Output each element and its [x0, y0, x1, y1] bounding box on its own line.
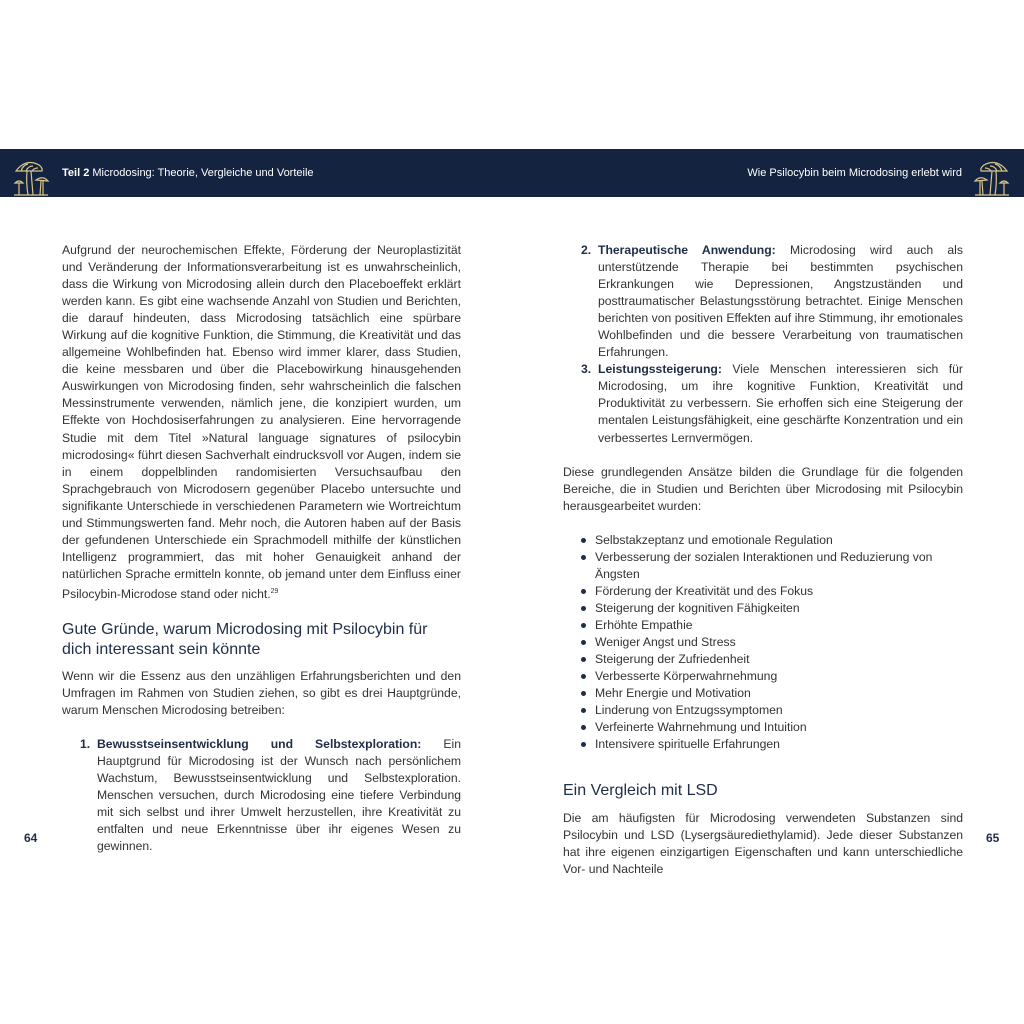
list-number: 1.: [80, 737, 91, 752]
list-item: Weniger Angst und Stress: [563, 634, 963, 651]
list-item: Verbesserte Körperwahrnehmung: [563, 668, 963, 685]
list-item: [563, 361, 963, 446]
list-term: Therapeutische Anwendung:: [598, 243, 776, 257]
list-item: Mehr Energie und Motivation: [563, 685, 963, 702]
section-title: Wie Psilocybin beim Microdosing erlebt wird: [747, 167, 962, 179]
part-label: Teil 2: [62, 167, 90, 179]
body-paragraph: Wenn wir die Essenz aus den unzähligen Erfahrungsberichten und den Umfragen im Rahmen von Studien ziehen, so gibt es drei Hauptgründe, warum Menschen Microdosing betreiben:: [62, 669, 461, 718]
list-number: 3.: [581, 362, 592, 377]
list-item: Verfeinerte Wahrnehmung und Intuition: [563, 719, 963, 736]
section-heading: Gute Gründe, warum Microdosing mit Psilocybin für dich interessant sein könnte: [62, 621, 428, 659]
list-term: Bewusstseinsentwicklung und Selbstexploration:: [97, 737, 422, 752]
list-item: Selbstakzeptanz und emotionale Regulation: [563, 532, 963, 549]
list-term: Leistungssteigerung:: [598, 362, 722, 377]
body-paragraph: Aufgrund der neurochemischen Effekte, Förderung der Neuroplastizität und Veränderung der Informationsverarbeitung ist es unwahrscheinlich, dass die Wirkung von Microdosing allein durch den Placeboeffekt erklärt werden kann. Es gibt eine wachsende Anzahl von Studien und Berichten, die darauf hindeuten, dass Microdosing tatsächlich eine spürbare Wirkung auf die kognitive Funktion, die Stimmung, die Kreativität und das allgemeine Wohlbefinden hat. Ebenso wird immer klarer, dass Studien, die keine messbaren und über die Placebowirkung hinausgehenden Auswirkungen von Microdosing finden, sehr wahrscheinlich die falschen Messinstrumente verwenden, nämlich jene, die konzipiert wurden, um Effekte von Hochdosiserfahrungen zu analysieren. Eine hervorragende Studie mit dem Titel »Natural language signatures of psilocybin microdosing« führt diesen Sachverhalt eindrucksvoll vor Augen, indem sie in einem doppelblinden randomisierten Versuchsaufbau den Sprachgebrauch von Microdosern gegenüber Placebo untersuchte und signifikante Unterschiede in verschiedenen Parametern wie Wortreichtum und Stimmungswerten fand. Mehr noch, die Autoren haben auf der Basis der gefundenen Unterschiede ein Sprachmodell mithilfe der künstlichen Intelligenz programmiert, das mit hoher Genauigkeit anhand der natürlichen Sprache ermitteln konnte, ob jemand unter dem Einfluss einer Psilocybin-Microdose stand oder nicht.$^{29}$: [62, 243, 461, 601]
body-paragraph: Diese grundlegenden Ansätze bilden die Grundlage für die folgenden Bereiche, die in Studien und Berichten über Microdosing mit Psilocybin herausgearbeitet wurden:: [563, 464, 963, 513]
section-heading: Ein Vergleich mit LSD: [563, 782, 718, 800]
list-item: [62, 736, 461, 855]
reasons-list-continued: [563, 242, 963, 447]
list-item: Verbesserung der sozialen Interaktionen und Reduzierung von Ängsten: [563, 549, 963, 583]
list-text: Viele Menschen interessieren sich für Microdosing, um ihre kognitive Funktion, Kreativität und Produktivität zu verbessern. Sie erhoffen sich eine Steigerung der mentalen Leistungsfähigkeit, eine geschärfte Konzentration und ein verbessertes Lernvermögen.: [598, 362, 963, 445]
list-text: Ein Hauptgrund für Microdosing ist der Wunsch nach persönlichem Wachstum, Bewusstseinsentwicklung und Selbstexploration. Menschen versuchen, durch Microdosing eine tiefere Verbindung mit sich selbst und ihrer Umwelt herzustellen, ihre Kreativität zu entfalten und neue Erkenntnisse über ihr eigenes Wesen zu gewinnen.: [97, 737, 461, 854]
list-number: 2.: [581, 243, 592, 257]
list-item: Steigerung der Zufriedenheit: [563, 651, 963, 668]
list-item: Intensivere spirituelle Erfahrungen: [563, 736, 963, 753]
body-paragraph: Die am häufigsten für Microdosing verwendeten Substanzen sind Psilocybin und LSD (Lysergsäurediethylamid). Jede dieser Substanzen hat ihre eigenen einzigartigen Eigenschaften und kann unterschiedliche Vor- und Nachteile: [563, 811, 963, 877]
list-item: Linderung von Entzugssymptomen: [563, 702, 963, 719]
page-number: 65: [986, 831, 1000, 845]
list-text: Microdosing wird auch als unterstützende Therapie bei bestimmten psychischen Erkrankungen wie Depressionen, Angstzuständen und posttraumatischer Belastungsstörung betrachtet. Einige Menschen berichten von positiven Effekten auf ihre Stimmung, ihr emotionales Wohlbefinden und die bessere Verarbeitung von traumatischen Erfahrungen.: [598, 243, 963, 360]
right-page-column: [563, 242, 963, 879]
mushroom-icon: [12, 155, 50, 197]
chapter-title-text: Microdosing: Theorie, Vergleiche und Vorteile: [92, 167, 314, 179]
footnote-marker: 29: [270, 587, 279, 595]
left-page-column: [62, 242, 461, 856]
page-number: 64: [24, 831, 38, 845]
chapter-title: [62, 167, 314, 179]
reasons-list: [62, 736, 461, 855]
benefits-list: [563, 532, 963, 754]
mushroom-icon: [973, 155, 1011, 197]
list-item: Steigerung der kognitiven Fähigkeiten: [563, 600, 963, 617]
list-item: Förderung der Kreativität und des Fokus: [563, 583, 963, 600]
list-item: Erhöhte Empathie: [563, 617, 963, 634]
list-item: [563, 242, 963, 361]
